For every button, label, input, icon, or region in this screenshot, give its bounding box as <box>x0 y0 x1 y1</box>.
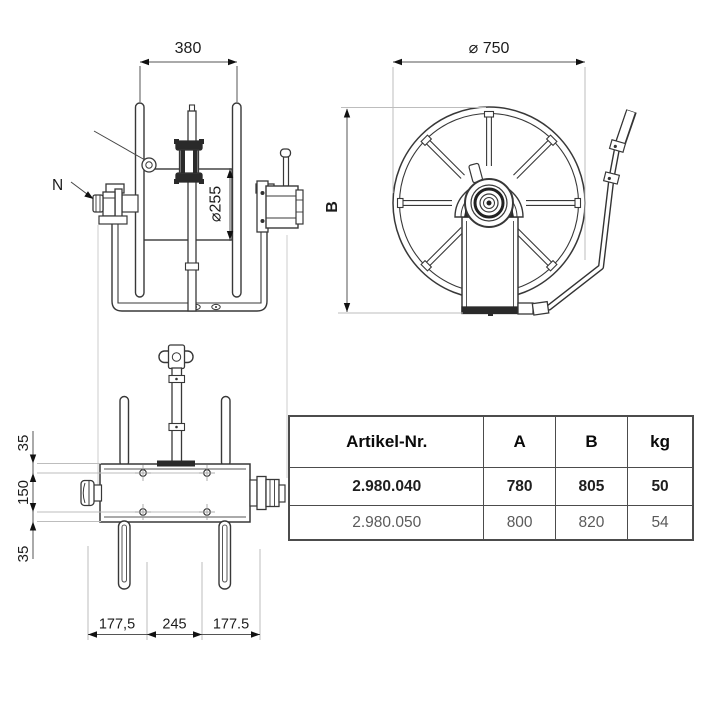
side-view <box>324 40 632 316</box>
dim-wheel-diameter-label: ⌀ 750 <box>468 40 510 57</box>
table-header-row <box>289 416 693 468</box>
side-body-box <box>462 217 518 316</box>
swivel-joint <box>174 139 204 184</box>
cell-a: 780 <box>484 468 555 506</box>
dim-hole-spacing-label: 150 <box>15 479 32 506</box>
cell-b: 805 <box>555 468 627 506</box>
dim-span-right-label: 177.5 <box>212 616 250 633</box>
spec-table <box>288 415 694 541</box>
col-header-kg: kg <box>628 416 693 468</box>
dim-span-left-label: 177,5 <box>98 616 136 633</box>
crank-assembly <box>257 149 303 232</box>
guide-roller <box>142 158 156 172</box>
col-header-a: A <box>484 416 555 468</box>
dim-drum-diameter-label: ⌀255 <box>207 185 225 223</box>
cell-artikel-nr: 2.980.040 <box>289 468 484 506</box>
cell-b: 820 <box>555 506 627 541</box>
spec-table-container <box>288 415 694 541</box>
top-right-connector <box>250 477 285 510</box>
dim-span-mid-label: 245 <box>162 616 187 633</box>
dim-width-380 <box>140 59 237 102</box>
dim-margin-top-label: 35 <box>15 434 32 452</box>
table-row <box>289 468 693 506</box>
top-view <box>15 345 285 640</box>
top-handle <box>159 345 193 464</box>
cell-kg: 50 <box>628 468 693 506</box>
dim-height-b-label: B <box>324 201 341 213</box>
inlet-connector <box>93 189 138 224</box>
col-header-b: B <box>555 416 627 468</box>
front-view <box>52 40 303 311</box>
connector-n-label: N <box>52 177 64 194</box>
dim-margin-bottom-label: 35 <box>15 545 32 563</box>
cell-artikel-nr: 2.980.050 <box>289 506 484 541</box>
dim-width-label: 380 <box>174 40 202 57</box>
lever-arm <box>518 111 632 315</box>
cell-kg: 54 <box>628 506 693 541</box>
table-row <box>289 506 693 541</box>
col-header-artikel-nr: Artikel-Nr. <box>289 416 484 468</box>
cell-a: 800 <box>484 506 555 541</box>
